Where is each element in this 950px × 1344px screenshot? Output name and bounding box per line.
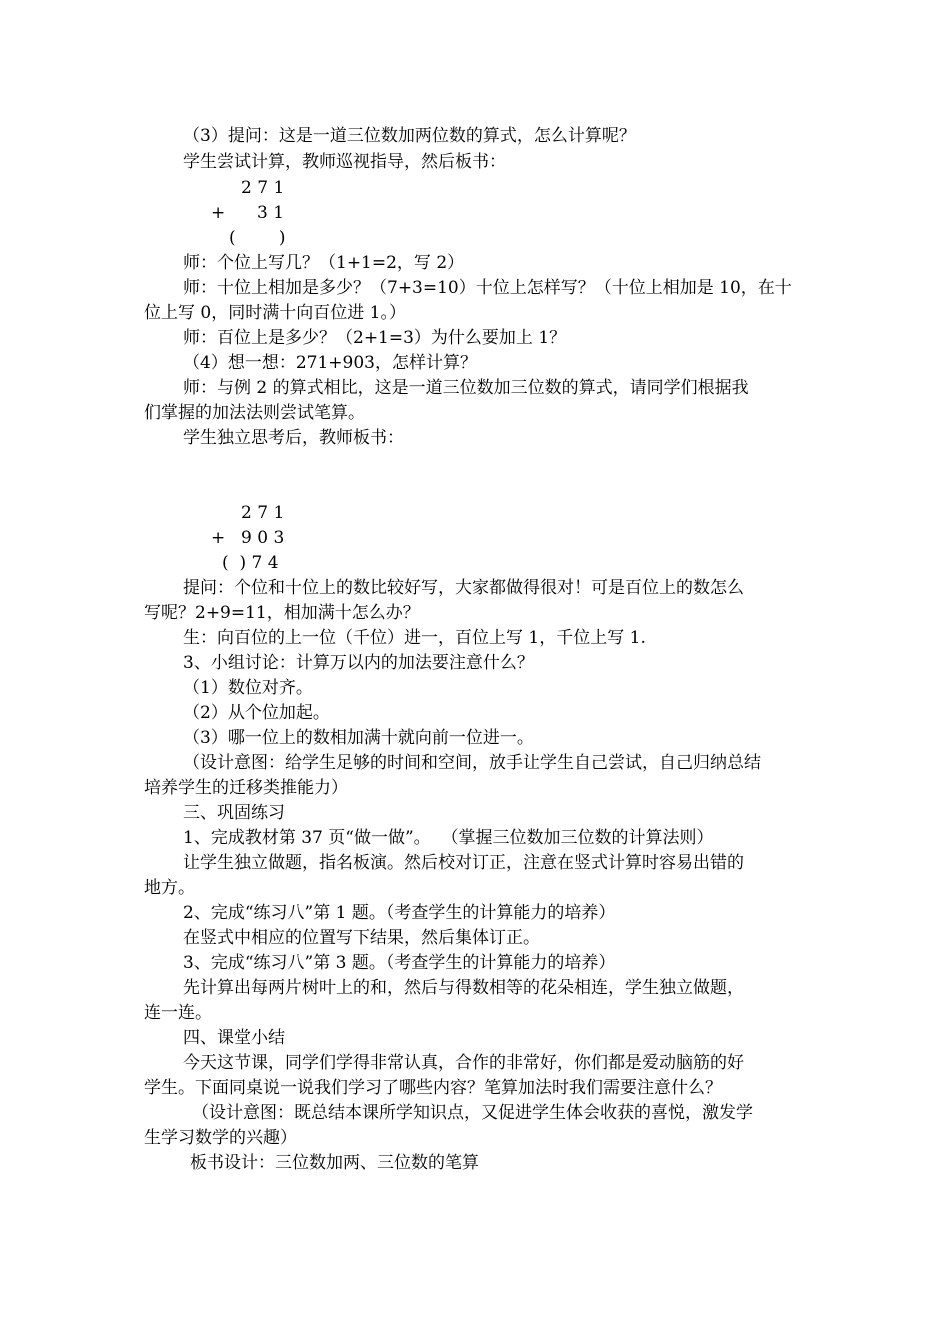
- text-line: 学生尝试计算，教师巡视指导，然后板书：: [183, 152, 506, 172]
- text-line: 3、完成“练习八”第 3 题。（考查学生的计算能力的培养）: [183, 953, 616, 973]
- text-line: 写呢？2+9=11，相加满十怎么办？: [144, 603, 420, 623]
- text-line: 师：百位上是多少？（2+1=3）为什么要加上 1？: [183, 328, 567, 348]
- text-line: 师：个位上写几？（1+1=2，写 2）: [183, 253, 465, 273]
- calc1-result: ( ): [229, 228, 286, 248]
- text-line: （4）想一想：271+903，怎样计算？: [183, 353, 477, 373]
- text-line: 培养学生的迁移类推能力）: [144, 778, 348, 798]
- calc1-plus-sign: +: [211, 203, 226, 223]
- calc2-top-number: 2 7 1: [241, 503, 285, 523]
- text-line: 地方。: [144, 878, 195, 898]
- text-line: 生学习数学的兴趣）: [144, 1128, 297, 1148]
- text-line: （1）数位对齐。: [183, 678, 313, 698]
- text-line: （3）提问：这是一道三位数加两位数的算式，怎么计算呢？: [183, 126, 636, 146]
- text-line: 先计算出每两片树叶上的和，然后与得数相等的花朵相连，学生独立做题，: [183, 978, 744, 998]
- text-line: 师：与例 2 的算式相比，这是一道三位数加三位数的算式，请同学们根据我: [183, 378, 749, 398]
- text-line: 板书设计：三位数加两、三位数的笔算: [190, 1153, 479, 1173]
- text-line: 提问：个位和十位上的数比较好写，大家都做得很对！可是百位上的数怎么: [183, 578, 744, 598]
- text-line: 在竖式中相应的位置写下结果，然后集体订正。: [183, 928, 540, 948]
- calc2-result: ( ) 7 4: [222, 553, 279, 573]
- calc2-bottom-number: 9 0 3: [241, 528, 285, 548]
- text-line: 2、完成“练习八”第 1 题。（考查学生的计算能力的培养）: [183, 903, 616, 923]
- text-line: （3）哪一位上的数相加满十就向前一位进一。: [183, 728, 534, 748]
- text-line: （2）从个位加起。: [183, 703, 330, 723]
- section-heading: 四、课堂小结: [183, 1028, 285, 1048]
- section-heading: 三、巩固练习: [183, 803, 285, 823]
- text-line: 学生独立思考后，教师板书：: [183, 428, 404, 448]
- text-line: 生：向百位的上一位（千位）进一，百位上写 1，千位上写 1.: [183, 628, 646, 648]
- text-line: 们掌握的加法法则尝试笔算。: [144, 403, 365, 423]
- text-line: 今天这节课，同学们学得非常认真，合作的非常好，你们都是爱动脑筋的好: [183, 1053, 744, 1073]
- calc1-bottom-number: 3 1: [257, 203, 285, 223]
- text-line: 位上写 0，同时满十向百位进 1。）: [144, 303, 406, 323]
- text-line: 学生。下面同桌说一说我们学习了哪些内容？笔算加法时我们需要注意什么？: [144, 1078, 722, 1098]
- text-line: 3、小组讨论：计算万以内的加法要注意什么？: [183, 653, 534, 673]
- text-line: 连一连。: [144, 1003, 212, 1023]
- calc1-top-number: 2 7 1: [241, 178, 285, 198]
- text-line: 让学生独立做题，指名板演。然后校对订正，注意在竖式计算时容易出错的: [183, 853, 744, 873]
- text-line: （设计意图：既总结本课所学知识点，又促进学生体会收获的喜悦，激发学: [192, 1103, 753, 1123]
- text-line: 1、完成教材第 37 页“做一做”。 （掌握三位数加三位数的计算法则）: [183, 828, 714, 848]
- calc2-plus-sign: +: [211, 528, 226, 548]
- text-line: （设计意图：给学生足够的时间和空间，放手让学生自己尝试，自己归纳总结: [183, 753, 761, 773]
- text-line: 师：十位上相加是多少？（7+3=10）十位上怎样写？（十位上相加是 10，在十: [183, 278, 792, 298]
